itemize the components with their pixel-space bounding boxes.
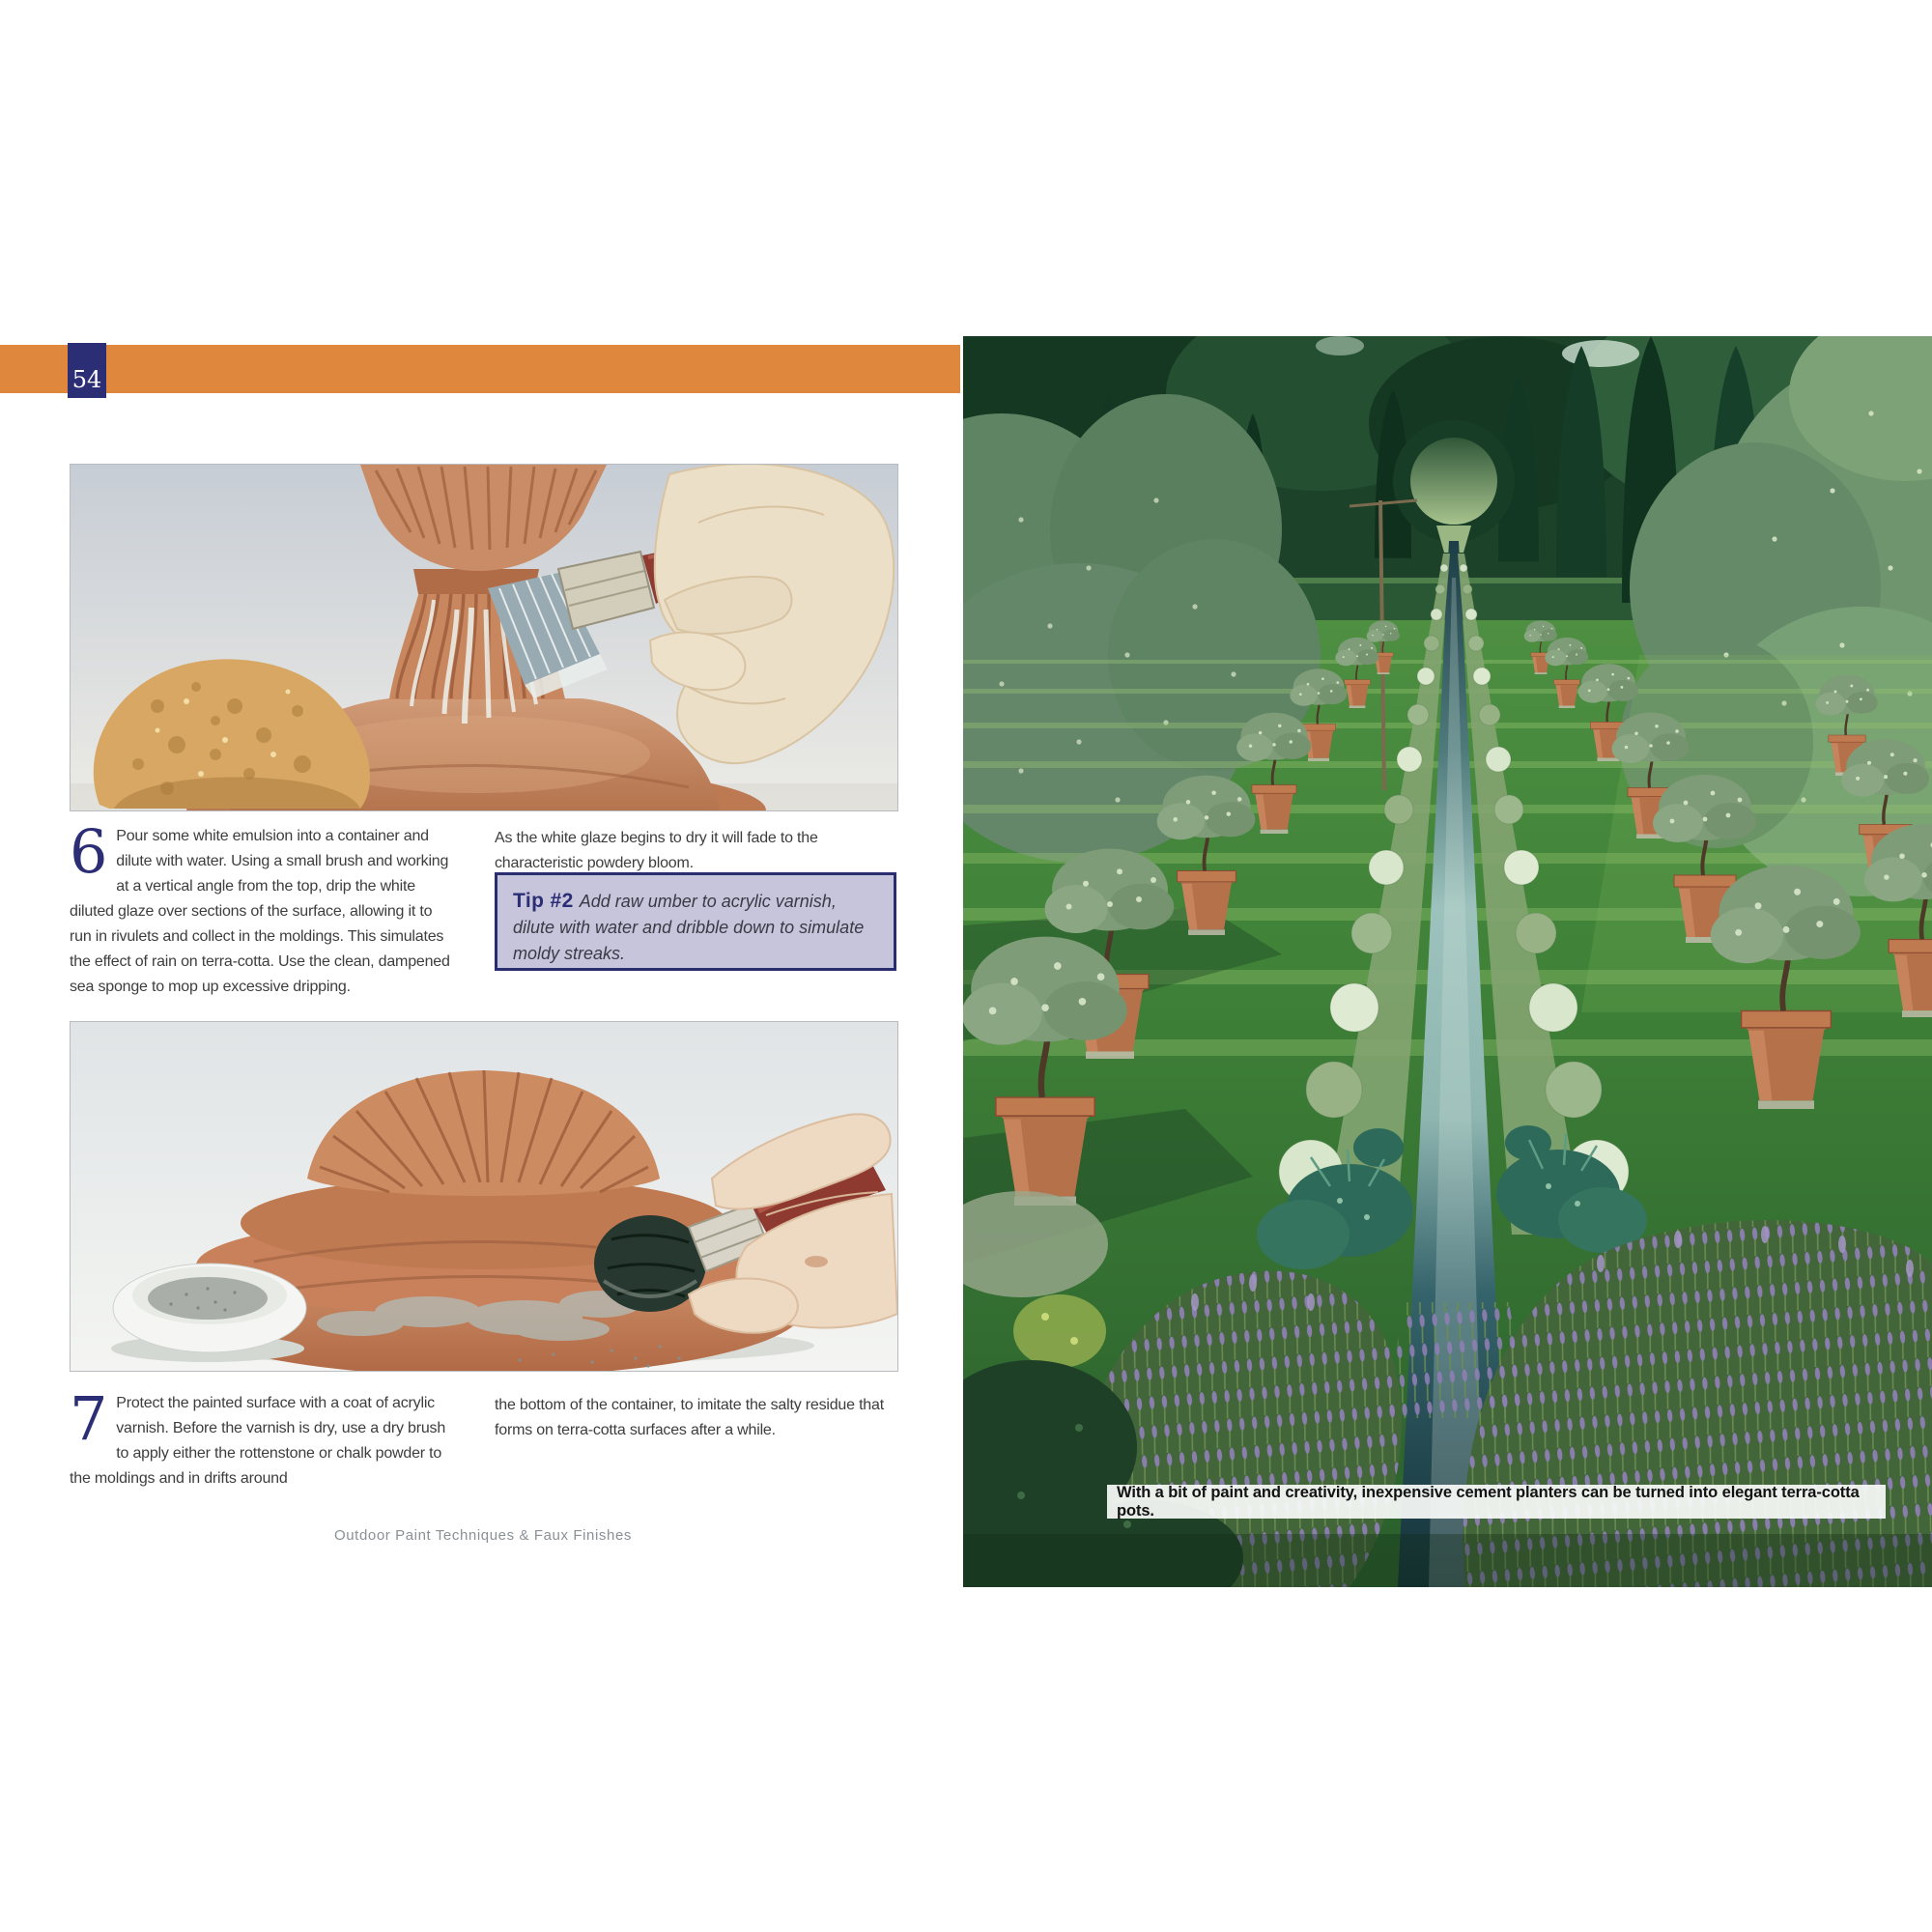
rust-smudge bbox=[805, 1256, 828, 1267]
step7-text-column1 bbox=[70, 1383, 456, 1492]
step6-continuation: As the white glaze begins to dry it will fade to the characteristic powdery bloom. bbox=[495, 830, 818, 871]
photo-caption: With a bit of paint and creativity, inexpensive cement planters can be turned into elegant terra-cotta pots. bbox=[1107, 1485, 1886, 1519]
step7-photo-powder-dusting bbox=[70, 1021, 898, 1372]
tip-label: Tip #2 bbox=[513, 890, 574, 912]
step7-continuation: the bottom of the container, to imitate the salty residue that forms on terra-cotta surfaces after a while. bbox=[495, 1397, 884, 1438]
page-number: 54 bbox=[71, 366, 102, 393]
step7-number: 7 bbox=[70, 1383, 108, 1454]
garden-illustration bbox=[963, 336, 1932, 1587]
powder-bowl bbox=[111, 1264, 306, 1362]
step7-text-column2 bbox=[495, 1393, 896, 1443]
urn-glazing-illustration bbox=[71, 465, 897, 810]
tip-box bbox=[495, 872, 896, 971]
header-orange-bar bbox=[0, 345, 960, 393]
step6-photo-urn-glazing bbox=[70, 464, 898, 811]
page-number-badge bbox=[68, 343, 106, 398]
powder-dusting-illustration bbox=[71, 1022, 897, 1371]
step6-text-column1 bbox=[70, 816, 456, 1000]
step7-body: Protect the painted surface with a coat of acrylic varnish. Before the varnish is dry, use a dry brush to apply either the rottenstone or chalk powder to the moldings and in drifts around bbox=[70, 1395, 446, 1487]
step6-number: 6 bbox=[70, 816, 108, 887]
step6-text-column2 bbox=[495, 826, 896, 876]
running-footer: Outdoor Paint Techniques & Faux Finishes bbox=[333, 1527, 633, 1544]
step6-body: Pour some white emulsion into a container and dilute with water. Using a small brush and working at a vertical angle from the top, drip the white diluted glaze over sections of the surface, allowing it to run in rivulets and collect in the moldings. This simulates the effect of rain on terra-cotta. Use the clean, dampened sea sponge to mop up excessive dripping. bbox=[70, 828, 450, 995]
tip-text: Add raw umber to acrylic varnish, dilute with water and dribble down to simulate moldy streaks. bbox=[513, 892, 865, 963]
garden-photo bbox=[963, 336, 1932, 1587]
